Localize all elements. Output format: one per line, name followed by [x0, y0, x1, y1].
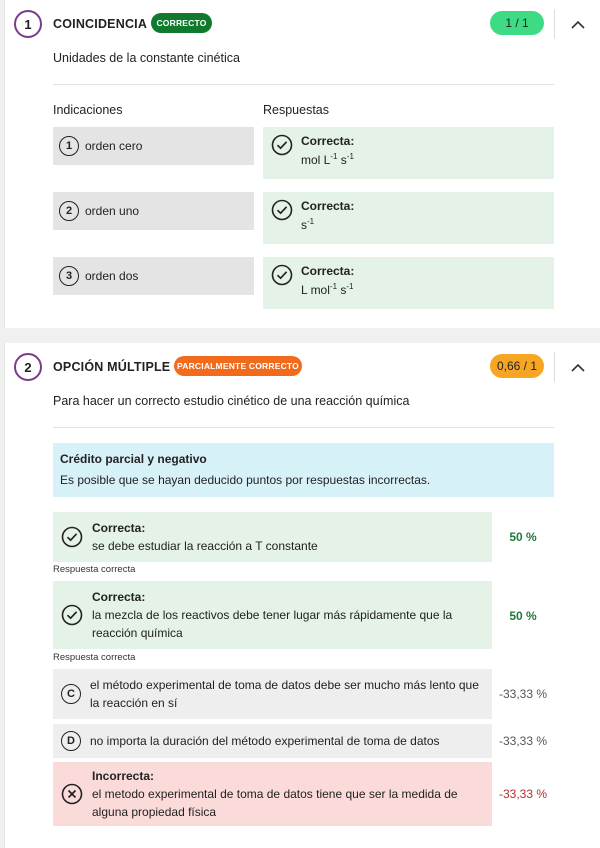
question-title: OPCIÓN MÚLTIPLE [53, 360, 171, 374]
check-circle-icon [271, 134, 293, 156]
check-circle-icon [271, 199, 293, 221]
premise-label: orden uno [85, 204, 140, 218]
question-number: 2 [14, 353, 42, 381]
question-prompt: Unidades de la constante cinética [53, 51, 240, 65]
answer-option [53, 724, 492, 758]
answer-value: mol $L^{-1}$ $s^{-1}$ [301, 152, 354, 167]
answer-item [263, 257, 554, 309]
answer-option [53, 581, 492, 649]
answer-option [53, 512, 492, 562]
premise-number: 2 [59, 201, 79, 221]
x-circle-icon [61, 783, 83, 805]
answer-value: $s^{-1}$ [301, 217, 315, 232]
question-card-1 [4, 0, 600, 328]
option-status: Correcta: [92, 590, 146, 604]
option-percentage: -33,33 % [498, 787, 548, 801]
option-text: la mezcla de los reactivos debe tener lugar más rápidamente que la reacción química [92, 608, 453, 640]
score-pill: 0,66 / 1 [490, 354, 544, 378]
answer-status: Correcta: [301, 264, 355, 278]
option-text: el metodo experimental de toma de datos tiene que ser la medida de alguna propiedad física [92, 787, 458, 819]
divider [53, 427, 554, 428]
collapse-button[interactable] [570, 16, 586, 32]
premise-item [53, 257, 254, 295]
question-number: 1 [14, 10, 42, 38]
answer-option [53, 669, 492, 719]
answer-status: Correcta: [301, 199, 355, 213]
chevron-up-icon [571, 363, 585, 372]
check-circle-icon [61, 526, 83, 548]
option-percentage: 50 % [509, 530, 537, 544]
option-percentage: -33,33 % [498, 734, 548, 748]
answer-item [263, 192, 554, 244]
collapse-button[interactable] [570, 359, 586, 375]
score-pill: 1 / 1 [490, 11, 544, 35]
option-text: no importa la duración del método experimental de toma de datos [90, 734, 440, 748]
option-letter: C [61, 684, 81, 704]
premise-number: 1 [59, 136, 79, 156]
option-percentage: -33,33 % [498, 687, 548, 701]
option-percentage: 50 % [509, 609, 537, 623]
answer-item [263, 127, 554, 179]
info-box [53, 443, 554, 497]
option-status: Incorrecta: [92, 769, 155, 783]
header-divider [554, 9, 555, 39]
divider [53, 84, 554, 85]
info-title: Crédito parcial y negativo [60, 452, 207, 466]
answer-value: L mol$^{-1}$ $s^{-1}$ [301, 282, 354, 297]
status-badge: CORRECTO [151, 13, 212, 33]
option-letter: D [61, 731, 81, 751]
status-badge: PARCIALMENTE CORRECTO [174, 356, 302, 376]
question-title: COINCIDENCIA [53, 17, 148, 31]
answer-status: Correcta: [301, 134, 355, 148]
info-text: Es posible que se hayan deducido puntos por respuestas incorrectas. [60, 473, 431, 487]
check-circle-icon [61, 604, 83, 626]
answers-header: Respuestas [263, 103, 330, 117]
premise-item [53, 192, 254, 230]
premise-number: 3 [59, 266, 79, 286]
premise-label: orden dos [85, 269, 139, 283]
question-prompt: Para hacer un correcto estudio cinético de una reacción química [53, 394, 410, 408]
premises-header: Indicaciones [53, 103, 123, 117]
check-circle-icon [271, 264, 293, 286]
correct-answer-note: Respuesta correcta [53, 564, 136, 575]
premise-label: orden cero [85, 139, 143, 153]
option-text: el método experimental de toma de datos debe ser mucho más lento que la reacción en sí [90, 678, 479, 710]
answer-option [53, 762, 492, 826]
option-status: Correcta: [92, 521, 146, 535]
correct-answer-note: Respuesta correcta [53, 652, 136, 663]
question-card-2 [4, 343, 600, 848]
header-divider [554, 352, 555, 382]
premise-item [53, 127, 254, 165]
option-text: se debe estudiar la reacción a T constante [92, 539, 318, 553]
chevron-up-icon [571, 20, 585, 29]
